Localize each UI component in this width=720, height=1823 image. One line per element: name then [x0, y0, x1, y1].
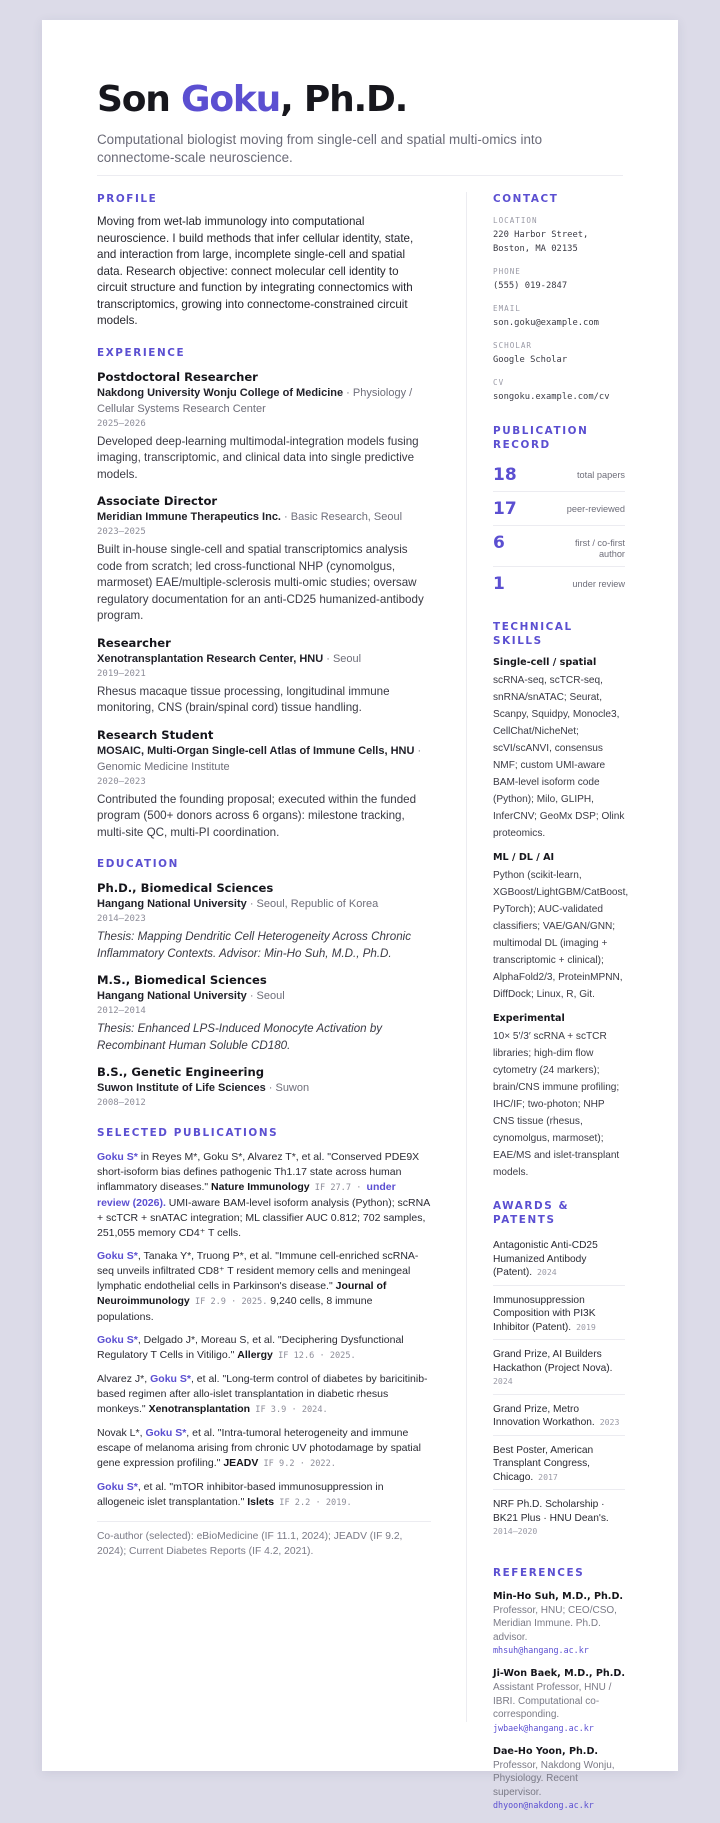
- award-text: Grand Prize, Metro Innovation Workathon.: [493, 1403, 595, 1428]
- name-suffix: , Ph.D.: [280, 79, 408, 120]
- journal-name: Islets: [247, 1496, 275, 1508]
- stat-number: 18: [493, 465, 517, 485]
- school-name: Hangang National University: [97, 898, 247, 910]
- education-dates: 2012–2014: [97, 1006, 146, 1016]
- reference-email[interactable]: jwbaek@hangang.ac.kr: [493, 1722, 594, 1733]
- location-label: LOCATION: [493, 216, 538, 225]
- publication-citation: , et al. "Long-term control of diabetes by baricitinib-based regimen after allo-islet transplantation in diabetic rhesus monkeys.": [97, 1373, 428, 1415]
- stat-number: 6: [493, 533, 505, 553]
- publication-item: [97, 1150, 431, 1241]
- education-dates: 2008–2012: [97, 1098, 146, 1108]
- stat-label: total papers: [576, 470, 625, 480]
- journal-name: Nature Immunology: [211, 1181, 310, 1193]
- name-accent: Goku: [181, 79, 281, 120]
- tagline: Computational biologist moving from single-cell and spatial multi-omics into connectome-scale neuroscience.: [97, 131, 543, 165]
- skill-group-body: scRNA-seq, scTCR-seq, snRNA/snATAC; Seurat, Scanpy, Squidpy, Monocle3, CellChat/NicheNet; scVI/scANVI, consensus NMF; custom UMI-aware BAM-level isoform code (Python); Milo, GLIPH, InferCNV; GeoMx DSP; Olink proteomics.: [493, 675, 625, 839]
- self-author: Goku S*: [97, 1481, 138, 1493]
- reference-item: [493, 1667, 625, 1735]
- publication-meta: IF 27.7 ·: [309, 1183, 367, 1193]
- job-description: Rhesus macaque tissue processing, longitudinal immune monitoring, CNS (brain/spinal cord) tissue handling.: [97, 684, 390, 714]
- job-entry: [97, 369, 431, 484]
- publication-meta: IF 9.2 · 2022.: [258, 1459, 336, 1469]
- job-entry: [97, 727, 431, 842]
- publication-item: [97, 1333, 431, 1364]
- education-heading: EDUCATION: [97, 858, 179, 870]
- stat-label: under review: [572, 579, 625, 589]
- job-entry: [97, 635, 431, 717]
- award-item: [493, 1340, 625, 1395]
- reference-email[interactable]: mhsuh@hangang.ac.kr: [493, 1645, 589, 1655]
- publication-item: [97, 1480, 431, 1511]
- phone-label: PHONE: [493, 267, 521, 276]
- job-org-dept: · Physiology / Cellular Systems Research Center: [97, 386, 413, 415]
- job-org: [97, 743, 431, 775]
- journal-name: Xenotransplantation: [148, 1403, 251, 1415]
- cv-label: CV: [493, 378, 505, 387]
- job-org: [97, 385, 431, 417]
- publication-citation: , Delgado J*, Moreau S, et al. "Deciphering Dysfunctional Regulatory T Cells in Vitiligo.": [97, 1334, 404, 1361]
- education-entry: [97, 1064, 431, 1110]
- reference-name: Dae-Ho Yoon, Ph.D.: [493, 1745, 599, 1757]
- award-year: 2023: [594, 1417, 620, 1427]
- award-year: 2017: [533, 1471, 558, 1482]
- job-org-name: MOSAIC, Multi-Organ Single-cell Atlas of Immune Cells, HNU: [97, 744, 415, 757]
- publication-meta: IF 2.9 · 2025.: [189, 1297, 268, 1307]
- school: [97, 1080, 431, 1096]
- stat-label: peer-reviewed: [566, 504, 625, 514]
- award-text: NRF Ph.D. Scholarship · BK21 Plus · HNU Dean's.: [493, 1499, 609, 1524]
- school: [97, 896, 431, 912]
- publication-status: under review (2026).: [97, 1181, 396, 1209]
- job-dates: 2023–2025: [97, 527, 146, 537]
- award-text: Antagonistic Anti-CD25 Humanized Antibody (Patent).: [493, 1240, 598, 1278]
- award-year: 2019: [571, 1321, 596, 1332]
- school-name: Suwon Institute of Life Sciences: [97, 1082, 266, 1094]
- profile-text: Moving from wet-lab immunology into computational neuroscience. I build methods that infer cellular identity, state, and interaction from large, incomplete single-cell and spatial data. Research objective: connect molecular cell identity to circuit structure and function by integrating connectomics with transcriptomics, growing into connectome-constrained circuit models.: [97, 215, 414, 327]
- stat-label: first / co-first author: [574, 538, 625, 559]
- skill-group-title: Single-cell / spatial: [493, 657, 597, 668]
- job-dates: 2019–2021: [97, 668, 146, 679]
- stat-row: [493, 567, 625, 600]
- publication-item: [97, 1249, 431, 1325]
- school: [97, 988, 431, 1004]
- publication-authors: Novak L*,: [97, 1427, 146, 1439]
- publication-meta: IF 12.6 · 2025.: [272, 1351, 356, 1361]
- profile-heading: PROFILE: [97, 193, 158, 205]
- job-entry: [97, 493, 431, 625]
- publication-citation: , Tanaka Y*, Truong P*, et al. "Immune cell-enriched scRNA-seq unveils infiltrated CD8⁺ T resident memory cells and meningeal lymphatic endothelial cells in Parkinson's disease.": [97, 1250, 419, 1292]
- school-name: Hangang National University: [97, 990, 247, 1002]
- job-org-dept: · Basic Research, Seoul: [281, 511, 403, 523]
- publication-meta: IF 2.2 · 2019.: [274, 1498, 352, 1508]
- degree: B.S., Genetic Engineering: [97, 1065, 265, 1079]
- job-description: Built in-house single-cell and spatial transcriptomics analysis code from scratch; led cross-functional NHP (cynomolgus, marmoset) EAE/multiple-sclerosis multi-omic studies; oversaw regulatory documentation for an anti-CD25 humanized-antibody program.: [97, 543, 424, 622]
- publication-item: [97, 1426, 431, 1472]
- record-stats: [493, 458, 625, 600]
- job-title: Researcher: [97, 635, 171, 650]
- job-description: Developed deep-learning multimodal-integration models fusing imaging, transcriptomic, and clinical data into single predictive models.: [97, 434, 419, 481]
- stat-row: [493, 458, 625, 492]
- publication-meta: IF 3.9 · 2024.: [250, 1405, 328, 1415]
- education-dates: 2014–2023: [97, 914, 146, 924]
- publication-authors: Alvarez J*,: [97, 1373, 151, 1385]
- skill-group-body: 10× 5′/3′ scRNA + scTCR libraries; high-dim flow cytometry (24 markers); brain/CNS immune profiling; IHC/IF; two-photon; NHP CNS tissue (rhesus, cynomolgus, marmoset); EAE/MS and islet-transplant models.: [493, 1031, 620, 1178]
- job-title: Research Student: [97, 727, 214, 742]
- skill-group-title: ML / DL / AI: [493, 852, 555, 863]
- resume-header: [97, 80, 623, 167]
- job-org-name: Xenotransplantation Research Center, HNU: [97, 652, 324, 665]
- award-item: [493, 1490, 625, 1544]
- side-column: [493, 192, 629, 1812]
- thesis: Thesis: Mapping Dendritic Cell Heterogeneity Across Chronic Inflammatory Contexts. Advisor: Min-Ho Suh, M.D., Ph.D.: [97, 930, 412, 960]
- main-column: [97, 192, 431, 1559]
- award-item: [493, 1231, 625, 1286]
- header-divider: [97, 175, 623, 176]
- record-heading: PUBLICATION RECORD: [493, 425, 589, 451]
- journal-name: Journal of Neuroimmunology: [97, 1280, 387, 1307]
- self-author: Goku S*: [97, 1151, 138, 1163]
- job-org-dept: · Genomic Medicine Institute: [97, 744, 422, 773]
- education-entry: [97, 972, 431, 1054]
- scholar-link[interactable]: Google Scholar: [493, 355, 568, 365]
- job-org-dept: · Seoul: [323, 652, 362, 665]
- reference-description: Professor, HNU; CEO/CSO, Meridian Immune. Ph.D. advisor.: [493, 1604, 617, 1643]
- self-author: Goku S*: [97, 1334, 138, 1346]
- job-org: [97, 509, 431, 525]
- job-title: Postdoctoral Researcher: [97, 369, 258, 384]
- award-year: 2024: [493, 1376, 513, 1386]
- cv-link[interactable]: songoku.example.com/cv: [493, 392, 610, 402]
- publications-heading: SELECTED PUBLICATIONS: [97, 1127, 279, 1139]
- thesis: Thesis: Enhanced LPS-Induced Monocyte Activation by Recombinant Human Soluble CD180.: [97, 1022, 383, 1052]
- references-heading: REFERENCES: [493, 1566, 585, 1579]
- publication-citation: in Reyes M*, Goku S*, Alvarez T*, et al. "Conserved PDE9X short-isoform bias defines pathogenic Th1.17 state across human inflammatory diseases.": [97, 1151, 420, 1193]
- journal-name: JEADV: [223, 1457, 259, 1469]
- scholar-label: SCHOLAR: [493, 341, 533, 350]
- self-author: Goku S*: [97, 1250, 138, 1262]
- reference-name: Ji-Won Baek, M.D., Ph.D.: [493, 1668, 625, 1679]
- publication-citation: , et al. "mTOR inhibitor-based immunosuppression in allogeneic islet transplantation.": [97, 1481, 384, 1508]
- publication-note: UMI-aware BAM-level isoform analysis (Python); scRNA + scTCR + snATAC integration; ML classifier AUC 0.812; 702 samples, 251,055 memory CD4⁺ T cells.: [97, 1197, 430, 1239]
- award-text: Immunosuppression Composition with PI3K Inhibitor (Patent).: [493, 1294, 596, 1333]
- reference-item: [493, 1745, 625, 1813]
- degree: M.S., Biomedical Sciences: [97, 973, 267, 987]
- award-item: [493, 1436, 625, 1491]
- job-dates: 2020–2023: [97, 776, 146, 787]
- awards-list: [493, 1231, 625, 1544]
- degree: Ph.D., Biomedical Sciences: [97, 881, 274, 895]
- column-divider: [466, 192, 467, 1722]
- job-title: Associate Director: [97, 494, 218, 508]
- stat-number: 17: [493, 499, 517, 519]
- education-entry: [97, 880, 431, 962]
- resume-sheet: [42, 20, 678, 1810]
- award-year: 2024: [532, 1267, 557, 1277]
- reference-description: Assistant Professor, HNU / IBRI. Computational co-corresponding.: [493, 1682, 612, 1720]
- publication-citation: , et al. "Intra-tumoral heterogeneity and immune escape of melanoma arising from chronic UV photodamage by spatial gene expression profiling.": [97, 1427, 421, 1469]
- phone-value[interactable]: (555) 019-2847: [493, 281, 568, 291]
- job-org-name: Nakdong University Wonju College of Medicine: [97, 386, 344, 399]
- reference-item: [493, 1590, 625, 1658]
- stat-number: 1: [493, 574, 505, 594]
- school-place: · Seoul, Republic of Korea: [246, 898, 379, 910]
- award-item: [493, 1395, 625, 1436]
- job-org-name: Meridian Immune Therapeutics Inc.: [97, 511, 281, 523]
- job-dates: 2025–2026: [97, 418, 146, 429]
- award-item: [493, 1286, 625, 1341]
- self-author: Goku S*: [150, 1373, 191, 1385]
- location-value: 220 Harbor Street, Boston, MA 02135: [493, 230, 589, 254]
- reference-name: Min-Ho Suh, M.D., Ph.D.: [493, 1590, 624, 1602]
- awards-heading: AWARDS & PATENTS: [493, 1200, 570, 1226]
- experience-heading: EXPERIENCE: [97, 346, 186, 359]
- award-year: 2014–2020: [493, 1526, 538, 1536]
- stat-row: [493, 492, 625, 526]
- contact-heading: CONTACT: [493, 193, 559, 205]
- publication-note: 9,240 cells, 8 immune populations.: [97, 1295, 373, 1323]
- skill-group-body: Python (scikit-learn, XGBoost/LightGBM/CatBoost, PyTorch); AUC-validated classifiers; VAE/GAN/GNN; multimodal DL (imaging + transcriptomic + clinical); AlphaFold2/3, ProteinMPNN, DiffDock; Linux, R, Git.: [493, 870, 629, 1000]
- self-author: Goku S*: [145, 1427, 187, 1439]
- skill-group-title: Experimental: [493, 1013, 565, 1024]
- school-place: · Seoul: [246, 990, 285, 1002]
- publication-item: [97, 1372, 431, 1418]
- school-place: · Suwon: [265, 1082, 310, 1094]
- email-link[interactable]: son.goku@example.com: [493, 318, 599, 328]
- job-description: Contributed the founding proposal; executed within the funded program (500+ donors across 6 organs): milestone tracking, multi-site QC, multi-PI coordination.: [97, 792, 417, 839]
- reference-description: Professor, Nakdong Wonju, Physiology. Recent supervisor.: [493, 1759, 615, 1798]
- coauthor-note: Co-author (selected): eBioMedicine (IF 11.1, 2024); JEADV (IF 9.2, 2024); Current Diabetes Reports (IF 4.2, 2021).: [97, 1521, 431, 1559]
- skills-heading: TECHNICAL SKILLS: [493, 621, 573, 647]
- candidate-name: [97, 80, 623, 120]
- name-first: Son: [97, 79, 182, 120]
- award-text: Best Poster, American Transplant Congress, Chicago.: [493, 1444, 594, 1483]
- award-text: Grand Prize, AI Builders Hackathon (Project Nova).: [493, 1349, 613, 1374]
- job-org: [97, 651, 431, 667]
- journal-name: Allergy: [237, 1349, 273, 1361]
- stat-row: [493, 526, 625, 567]
- email-label: EMAIL: [493, 304, 521, 313]
- reference-email[interactable]: dhyoon@nakdong.ac.kr: [493, 1800, 594, 1810]
